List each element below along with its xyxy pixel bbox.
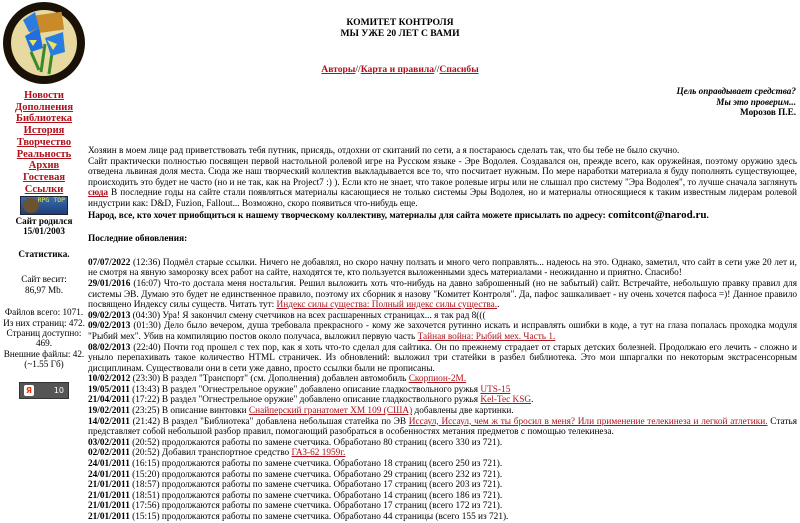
update-text-after: Статья представляет собой небольшой разбор правил, помогающий разобраться в особенностях метания предметов с помощью телекинеза.: [88, 416, 797, 438]
update-text: продолжаются работы по замене счетчика. Обработано 44 страницы (всего 155 из 721).: [161, 512, 509, 522]
update-text: В раздел "Транспорт" (см. Дополнения) добавлен автомобиль: [162, 374, 409, 385]
update-entry: [88, 321, 797, 342]
counter-value: 10: [53, 385, 64, 395]
update-time: (17:22): [129, 395, 162, 406]
file-stats: [0, 307, 88, 369]
update-date: 24/01/2011: [88, 459, 130, 470]
update-time: (04:30): [130, 310, 163, 321]
update-time: (20:52): [129, 448, 162, 459]
update-date: 21/04/2011: [88, 395, 130, 406]
badge-face-icon: [23, 198, 39, 213]
update-text: Дело было вечером, душа требовала прекрасного - кому же захочется рутинно искать и исправлять ошибки в коде, а тут на глаза попалась проходка модуля "Рыбий мех". Убив на компиляцию постов около получаса, выложил первую часть: [88, 321, 797, 342]
update-entry: [88, 343, 797, 375]
update-text: В раздел "Огнестрельное оружие" добавлено описание гладкоствольного ружья: [161, 384, 481, 395]
update-link[interactable]: UTS-15: [480, 384, 511, 395]
intro-greeting: Хозяин в моем лице рад приветствовать тебя путник, присядь, отдохни от скитаний по сети, а я постараюсь сделать так, что бы тебе не было скучно.: [88, 146, 680, 156]
update-entry: [88, 417, 797, 438]
update-entry: [88, 470, 797, 481]
link-here[interactable]: сюда: [88, 188, 109, 199]
site-weight: [0, 274, 88, 295]
update-time: (15:15): [129, 512, 162, 522]
update-time: (17:56): [129, 501, 162, 512]
born-info: [0, 216, 88, 236]
files-total: Файлов всего: 1071.: [4, 307, 84, 318]
link-thanks[interactable]: Спасибы: [439, 64, 479, 75]
update-text: продолжаются работы по замене счетчика. Обработано 14 страниц (всего 186 из 721).: [161, 490, 503, 501]
quote-line-1: Цель оправдывает средства?: [676, 86, 796, 96]
update-text: продолжаются работы по замене счетчика. Обработано 18 страниц (всего 250 из 721).: [161, 459, 503, 470]
update-text: Почти год прошел с тех пор, как я хоть что-то сделал для сайтика. Он по прежнему страдает от старых детских болезней. Продолжаю его лечить - сложно и уныло перепахивать такое количество HTML страничек. Из обновлений: выложил три статейки в разбел библиотека. Это мои шпаргалки по некоторым экстрасенсорным дисциплинам. Существовали они в сети уже давно, просто ссылки были не прописаны.: [88, 342, 797, 374]
pages-available: Страниц доступно:: [6, 327, 82, 338]
nav-links[interactable]: Ссылки: [24, 183, 64, 195]
update-text: В раздел "Огнестрельное оружие" добавлено описание гладкоствольного ружья: [161, 395, 481, 406]
update-time: (16:07): [130, 278, 164, 289]
update-date: 08/02/2013: [88, 342, 131, 353]
yandex-counter[interactable]: [19, 382, 69, 399]
weight-label: Сайт весит:: [21, 274, 67, 285]
update-entry: [88, 258, 797, 279]
update-text: Добавил транспортное средство: [161, 448, 292, 459]
update-time: (13:43): [129, 384, 162, 395]
pages-available-value: 469.: [35, 338, 53, 349]
update-text: В описание винтовки: [161, 406, 249, 417]
update-link[interactable]: ГАЗ-62 1959г.: [291, 448, 346, 459]
update-time: (23:30): [130, 374, 163, 385]
update-date: 29/01/2016: [88, 278, 131, 289]
update-text-after: .: [497, 300, 500, 311]
update-text: продолжаются работы по замене счетчика. Обработано 17 страниц (всего 172 из 721).: [161, 501, 503, 512]
nav-news[interactable]: Новости: [24, 90, 64, 101]
update-date: 02/02/2011: [88, 448, 130, 459]
update-entry: [88, 385, 797, 396]
update-time: (18:51): [129, 490, 162, 501]
update-link[interactable]: Индекс силы существа: Полный индекс силы существа.: [276, 300, 498, 311]
update-text: продолжаются работы по замене счетчика. Обработано 29 страниц (всего 232 из 721).: [161, 469, 503, 480]
update-entry: [88, 395, 797, 406]
epigraph: [676, 86, 796, 118]
nav-archive[interactable]: Архив: [28, 160, 60, 172]
page-title: [250, 17, 550, 39]
nav-library[interactable]: Библиотека: [16, 113, 72, 125]
pages-total: Из них страниц: 472.: [3, 317, 85, 328]
nav-reality[interactable]: Реальность: [16, 148, 72, 160]
update-text-after: .: [531, 395, 534, 406]
intro-text-b: В последние годы на сайте стали появляться материалы касающиеся не только системы Эры Водолея, но и материалы относящиеся к таким известным лидерам ролевой индустрии как: D&D, Fuzion, Fallout... Возможно, скоро появиться что-нибудь еще.: [88, 188, 797, 209]
nav-creativity[interactable]: Творчество: [16, 136, 72, 148]
update-entry: [88, 480, 797, 491]
contact-email[interactable]: comitcont@narod.ru: [608, 208, 707, 221]
link-authors[interactable]: Авторы: [321, 64, 356, 75]
update-time: (23:25): [129, 406, 162, 417]
update-date: 21/01/2011: [88, 512, 130, 522]
update-entry: [88, 374, 797, 385]
update-link[interactable]: Kel-Tec KSG: [480, 395, 532, 406]
update-entry: [88, 279, 797, 311]
update-date: 07/07/2022: [88, 257, 131, 268]
separator: //: [355, 64, 361, 75]
update-text: Ура! Я закончил смену счетчиков на всех расшаренных страницах... я так рад 8(((: [162, 310, 486, 321]
nav-history[interactable]: История: [23, 125, 65, 137]
update-link[interactable]: Иссаул, Иссаул, чем ж ты бросил в меня? Или применение телекинеза и легкой атлетики.: [408, 416, 768, 427]
update-time: (22:40): [130, 342, 164, 353]
update-date: 14/02/2011: [88, 416, 130, 427]
update-link[interactable]: Скорпион-2М.: [408, 374, 467, 385]
update-time: (20:52): [129, 437, 162, 448]
external-size: (~1.55 Гб): [24, 359, 64, 370]
rpg-top-text: RPG TOP: [37, 196, 65, 205]
contact-text: Народ, все, кто хочет приобщиться к нашему творческому коллективу, материалы для сайта можете присылать по адресу:: [88, 210, 609, 221]
link-map-rules[interactable]: Карта и правила: [360, 64, 435, 75]
born-label: Сайт родился: [15, 216, 73, 227]
intro-text-a: Сайт практически полностью посвящен первой настольной ролевой игре на Русском языке - Эре Водолея. Создавался он, прежде всего, как оружейная, поэтому оружию здесь отведена львиная доля места. Сюда же наш творческий коллектив выкладывается все то, что посчитает нужным. По мере наработки материала я буду пополнять существующее, происходить это будет не часто (но и не так, как на Project7 :) ). Если кто не знает, что такое ролевые игры или не слышал про систему "Эра Водолея", то лучше сначала заглянуть: [88, 156, 797, 188]
update-date: 10/02/2012: [88, 374, 131, 385]
update-time: (12:36): [130, 257, 163, 268]
site-logo[interactable]: [1, 0, 87, 86]
update-date: 19/02/2011: [88, 406, 130, 417]
update-time: (01:30): [130, 321, 164, 332]
update-entry: [88, 406, 797, 417]
nav-guestbook[interactable]: Гостевая: [22, 171, 66, 183]
update-entry: [88, 459, 797, 470]
update-text: В раздел "Библиотека" добавлена небольшая статейка по ЭВ: [162, 416, 409, 427]
main-content: [88, 146, 797, 523]
update-text: Что-то достала меня ностальгия. Решил выложить хоть что-нибудь на давно заброшенный (но не забытый) сайт. Встречайте, небольшую правку правил для системы ЭВ. Думаю это будет не единственное правило, поэтому их сборник я назову "Комитет Контроля". Да, пафос зашкаливает - ну очень хочется пафоса =)! Данное правило посвящено Индексу силы существ. Читать тут:: [88, 278, 797, 311]
updates-list: [88, 258, 797, 523]
update-time: (16:15): [129, 459, 162, 470]
update-entry: [88, 448, 797, 459]
update-text: продолжаются работы по замене счетчика. Обработано 80 страниц (всего 330 из 721).: [161, 437, 503, 448]
update-date: 19/05/2011: [88, 384, 130, 395]
update-date: 24/01/2011: [88, 469, 130, 480]
weight-value: 86,97 Mb.: [24, 284, 64, 295]
update-link[interactable]: Снайперский гранатомет XM 109 (США): [248, 406, 413, 417]
nav-additions[interactable]: Дополнения: [14, 101, 74, 113]
update-entry: [88, 311, 797, 322]
intro-paragraph: [88, 157, 797, 210]
sidebar-nav: [0, 90, 88, 195]
update-date: 21/01/2011: [88, 501, 130, 512]
update-date: 03/02/2011: [88, 437, 130, 448]
update-entry: [88, 512, 797, 523]
separator: //: [434, 64, 440, 75]
title-line-2: МЫ УЖЕ 20 ЛЕТ С ВАМИ: [340, 28, 460, 39]
rpg-top-badge[interactable]: [20, 196, 68, 215]
update-time: (21:42): [129, 416, 163, 427]
born-date: 15/01/2003: [23, 226, 65, 237]
contact-line: [88, 210, 797, 222]
quote-line-2: Мы это проверим...: [716, 96, 796, 107]
update-date: 09/02/2013: [88, 310, 131, 321]
update-link[interactable]: Тайная война: Рыбий мех. Часть 1.: [417, 331, 556, 342]
update-date: 09/02/2013: [88, 321, 131, 332]
title-line-1: КОМИТЕТ КОНТРОЛЯ: [346, 17, 454, 28]
update-text: продолжаются работы по замене счетчика. Обработано 17 страниц (всего 203 из 721).: [161, 480, 503, 491]
top-links: [250, 64, 550, 75]
updates-heading: Последние обновления:: [88, 234, 188, 245]
update-date: 21/01/2011: [88, 480, 130, 491]
update-date: 21/01/2011: [88, 490, 130, 501]
update-time: (18:57): [129, 480, 162, 491]
email-tail: .: [706, 210, 709, 221]
external-files: Внешние файлы: 42.: [3, 348, 85, 359]
stats-heading: Статистика.: [18, 249, 70, 260]
update-time: (15:20): [129, 469, 162, 480]
update-text: Подмёл старые ссылки. Ничего не добавлял, но скоро начну ползать и много чего поправлять... надеюсь на это. Однако, заметил, что сайт в сети уже 20 лет и, не смотря на явную заморозку всех работ на сайте, находятся те, кто пользуется выложенными здесь материалами - неожиданно и приятно. Спасибо!: [88, 257, 797, 279]
update-entry: [88, 501, 797, 512]
yandex-icon: Я: [25, 385, 33, 395]
update-entry: [88, 438, 797, 449]
sidebar: [0, 0, 88, 399]
update-text-after: добавлены две картинки.: [412, 406, 514, 417]
quote-author: Морозов П.Е.: [740, 107, 796, 117]
